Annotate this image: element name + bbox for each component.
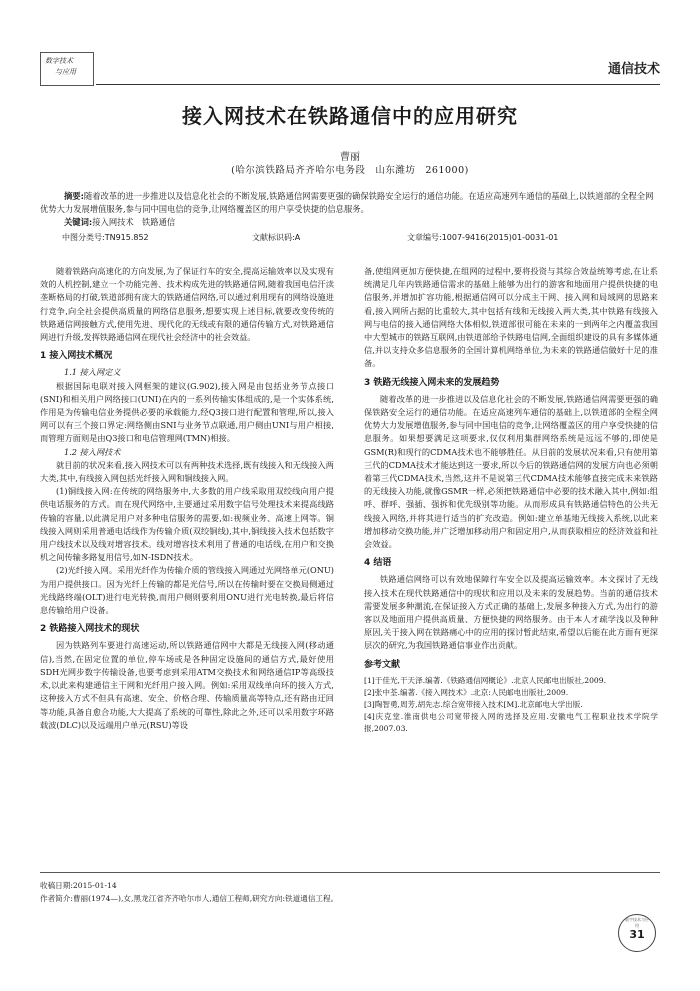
reference-item: [4]庆克堂.淮南供电公司宽带接入网的选择及应用.安徽电气工程职业技术学院学报,2007.03. — [364, 711, 658, 733]
page-number-badge — [618, 914, 656, 952]
header-rule — [96, 84, 660, 85]
journal-logo — [40, 52, 94, 86]
author-bio: 作者简介:曹丽(1974—),女,黑龙江省齐齐哈尔市人,通信工程师,研究方向:铁道通信工程。 — [40, 894, 339, 903]
section-heading-1: 1 接入网技术概况 — [40, 351, 113, 362]
paragraph-2-continued: 备,使组网更加方便快捷,在组网的过程中,要将投资与其综合效益统筹考虑,在让系统满足几年内铁路通信需求的基础上能够为出行的游客和地面用户提供快捷的电信服务,并增加扩容功能,根据通信网可以分成主干网、接入网和局域网的思路来看,接入网所占据的比重较大,其中包括有线和无线接入两大类,其中铁路有线接入网与电信的接入通信网络大体相似,铁道部很可能在未来的一到两年之内覆盖我国中大型城市的铁路互联网,由铁道部给予铁路电信网,全面组织建设的具有多媒体通信,并以支持众多信息服务的全国计算机网络单位,为未来的铁路通信做好十足的准备。 — [364, 266, 658, 369]
author-affiliation: (哈尔滨铁路局齐齐哈尔电务段 山东潍坊 261000) — [231, 165, 469, 176]
badge-ring-text: 数字技术与应用 — [625, 917, 649, 928]
paragraph-4: 铁路通信网络可以有效地保障行车安全以及提高运输效率。本文探讨了无线接入技术在现代铁路通信中的现状和应用以及未来的发展趋势。当前的通信技术需要发展多种潮流,在保证接入方式正确的基础上,发展多种接入方式,为出行的游客以及地面用户提供高质量、方便快捷的网络服务。由于本人才疏学浅以及种种原因,关于接入网在铁路痛心中的应用的探讨暂此结束,希望以后能在此方面有更深层次的研究,为我国铁路通信事业作出贡献。 — [364, 574, 658, 651]
page-header — [40, 52, 660, 86]
keywords-line — [40, 216, 660, 229]
article-title: 接入网技术在铁路通信中的应用研究 — [182, 104, 518, 128]
subsection-heading-1-1: 1.1 接入网定义 — [64, 367, 121, 378]
body-column-left — [40, 265, 334, 732]
paragraph-1-2: 就目前的状况来看,接入网技术可以有两种技术选择,既有线接入和无线接入两大类,其中,有线接入网包括光纤接入网和铜线接入网。 — [40, 459, 334, 484]
intro-paragraph: 随着铁路向高速化的方向发展,为了保证行车的安全,提高运输效率以及实现有效的人机控制,建立一个功能完善、技术构成先进的铁路通信网,随着我国电信汗渎垄断格局的打破,铁道部拥有庞大的铁路通信网络,可以通过利用现有的网络设施进行竞争,向全社会提供高质量的网络信息服务,想要实现上述目标,就要改变传统的铁路通信网接触方式,使用先进、现代化的无线或有限的通信传输方式,对铁路通信网进行升级,发挥铁路通信网在现代社会经济中的社会效益。 — [40, 266, 334, 343]
clc-number: 中图分类号:TN915.852 — [62, 233, 149, 242]
logo-line-2: 与应用 — [55, 68, 76, 76]
paragraph-3: 随着改革的进一步推进以及信息化社会的不断发展,铁路通信网需要更强的确保铁路安全运行的通信功能。在适应高速列车通信的基础上,以铁道部的全程全网优势大力发展增值服务,参与同中国电信的竞争,让网络覆盖区的用户享受快捷的信息服务。如果想要满足这项要求,仅仅利用集群网络系统是远远不够的,即使是GSM(R)和现行的CDMA技术也不能够胜任。从目前的发展状况来看,只有使用第三代的CDMA技术才能达到这一要求,所以今后的铁路通信网的发展方向也必须朝着第三代CDMA技术,当然,这并不是说第三代CDMA技术能够直接完成未来铁路的无线接入功能,就像GSMR一样,必须把铁路通信中必要的技术融入其中,例如:组呼、群呼、强插、强拆和优先级别等功能。从而形成具有铁路通信特色的公共无线接入网络,并将其进行适当的扩充改造。例如:建立单基地无线接入系统,以此来增加移动交换功能,并广泛增加移动用户和固定用户,从而获取相应的经济效益和社会效益。 — [364, 393, 658, 550]
abstract-text: 随着改革的进一步推进以及信息化社会的不断发展,铁路通信网需要更强的确保铁路安全运行的通信功能。在适应高速列车通信的基础上,以铁道部的全程全网优势大力发展增值服务,参与同中国电信的竞争,让网络覆盖区的用户享受快捷的信息服务。 — [40, 191, 654, 214]
reference-item: [3]陶智勇,周芳,胡先志.综合宽带接入技术[M].北京邮电大学出版. — [364, 699, 583, 709]
abstract-block — [40, 190, 660, 229]
section-heading-3: 3 铁路无线接入网未来的发展趋势 — [364, 377, 500, 388]
section-heading-4: 4 结语 — [364, 558, 392, 569]
paragraph-1-3: (1)铜线接入网:在传统的网络服务中,大多数的用户线采取用双绞线向用户提供电话服务的方式。而在现代网络中,主要通过采用数字信号处理技术来提高线路传输的容量,以此满足用户对多种电信服务的需要,如:视频业务、高速上网等。铜线接入网则采用普通电话线作为传输介质(双绞铜线),其中,铜线接入技术包括数字用户线技术以及线对增容技术。线对增容技术利用了普通的电话线,在用户和交换机之间传输多路复用信号,如N-ISDN技术。 — [40, 486, 334, 563]
paragraph-1-4: (2)光纤接入网。采用光纤作为传输介质的管线接入网通过光网络单元(ONU)为用户提供接口。因为光纤上传输的都是光信号,所以在传输时要在交换局侧通过光线路终端(OLT)进行电光转换,而用户侧则要利用ONU进行光电转换,最后将信息传输给用户设备。 — [40, 565, 334, 616]
keywords-text: 接入网技术 铁路通信 — [92, 217, 176, 227]
received-date: 收稿日期:2015-01-14 — [40, 881, 117, 890]
abstract-paragraph — [40, 190, 660, 216]
abstract-label: 摘要: — [64, 191, 84, 201]
reference-item: [1]于佳光,干天泽.编著.《铁路通信网概论》.北京人民邮电出版社,2009. — [364, 675, 606, 685]
paragraph-1-1: 根据国际电联对接入网框架的建议(G.902),接入网是由包括业务节点接口(SNI)和相关用户网络接口(UNI)在内的一系列传输实体组成的,是一个实体系统,作用是为传输电信业务提供必要的承载能力,经Q3接口进行配置和管理,所以,接入网可以有三个接口界定:网络侧由SNI与业务节点联通,用户侧由UNI与用户相接,而管理方面则是由Q3接口和电信管理网(TMN)相接。 — [40, 380, 334, 444]
section-tag: 通信技术 — [607, 62, 660, 77]
author-name: 曹丽 — [340, 152, 360, 163]
body-column-right — [364, 265, 658, 735]
logo-line-1: 数字技术 — [45, 57, 73, 65]
reference-list — [364, 675, 658, 735]
paragraph-2: 因为铁路列车要进行高速运动,所以铁路通信网中大都是无线接入网(移动通信),当然,在固定位置的单位,停车场或是各种固定设施间的通信方式,最好使用SDH光网步数字传输设备,也要考虑到采用ATM交换技术和网络通信IP等高级技术,以此来构建通信主干网和光纤用户接入网。例如:采用双线单向环的接入方式,这种接入方式不但具有高速、安全、价格合理、传输质量高等特点,还有路由迂回等功能,具备自愈合功能,大大提高了系统的可靠性,除此之外,还可以采用数字环路载波(DLC)以及远端用户单元(RSU)等设 — [40, 640, 334, 730]
page-number: 31 — [629, 928, 645, 941]
footnote-block — [40, 872, 660, 905]
reference-item: [2]张中荃.编著.《接入网技术》.北京:人民邮电出版社,2009. — [364, 687, 569, 697]
references-heading: 参考文献 — [364, 659, 401, 670]
document-code: 文献标识码:A — [252, 233, 301, 242]
article-number: 文章编号:1007-9416(2015)01-0031-01 — [407, 233, 559, 242]
keywords-label: 关键词: — [64, 217, 93, 227]
section-heading-2: 2 铁路接入网技术的现状 — [40, 624, 140, 635]
subsection-heading-1-2: 1.2 接入网技术 — [64, 446, 121, 457]
